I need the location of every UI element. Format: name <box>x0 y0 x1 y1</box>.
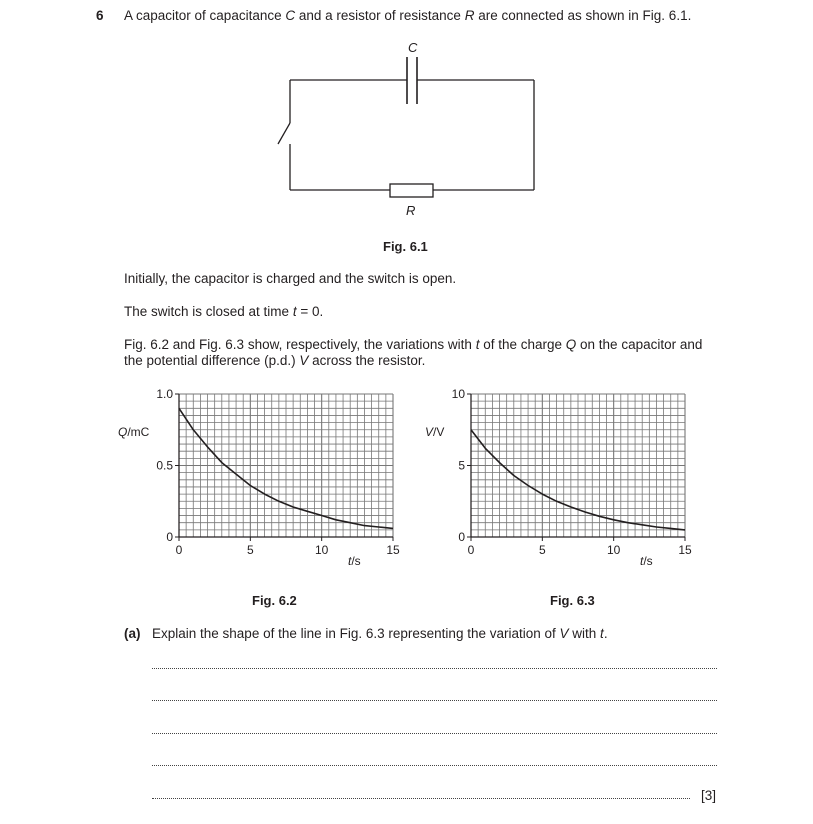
intro-text-3: are connected as shown in Fig. 6.1. <box>474 8 692 23</box>
para3-text-e: across the resistor. <box>308 353 426 368</box>
answer-line[interactable] <box>152 700 717 701</box>
svg-text:15: 15 <box>386 543 400 557</box>
answer-line[interactable] <box>152 733 717 734</box>
symbol-V: V <box>559 626 569 641</box>
svg-text:t/s: t/s <box>640 554 653 568</box>
part-a-text-a: Explain the shape of the line in Fig. 6.3 representing the variation of <box>152 626 560 641</box>
svg-text:15: 15 <box>678 543 692 557</box>
svg-text:0: 0 <box>458 530 465 544</box>
fig-6-1-caption: Fig. 6.1 <box>383 239 428 254</box>
para2-text-b: = 0. <box>296 304 324 319</box>
part-a-question <box>152 626 608 641</box>
part-a-label: (a) <box>124 626 141 641</box>
symbol-t: t <box>292 304 297 319</box>
svg-text:V/V: V/V <box>425 425 445 439</box>
question-number: 6 <box>96 8 104 23</box>
capacitor-label: C <box>408 40 418 55</box>
para3-text-a: Fig. 6.2 and Fig. 6.3 show, respectively, the variations with <box>124 337 476 352</box>
part-a-text-c: . <box>603 626 608 641</box>
para3-text-c: on the capacitor and <box>576 337 703 352</box>
svg-text:5: 5 <box>458 458 465 473</box>
fig-6-3-caption: Fig. 6.3 <box>550 593 595 608</box>
part-a-text-b: with <box>568 626 601 641</box>
symbol-Q: Q <box>565 337 577 352</box>
answer-line[interactable] <box>152 765 717 766</box>
svg-text:1.0: 1.0 <box>156 387 173 401</box>
svg-text:10: 10 <box>451 387 465 401</box>
svg-text:10: 10 <box>314 543 329 557</box>
para2-text-a: The switch is closed at time <box>124 304 293 319</box>
answer-line[interactable] <box>152 798 690 799</box>
symbol-R: R <box>464 8 475 23</box>
intro-text-2: and a resistor of resistance <box>295 8 465 23</box>
svg-text:10: 10 <box>606 543 621 557</box>
symbol-V: V <box>299 353 309 368</box>
svg-text:0: 0 <box>175 543 183 557</box>
symbol-C: C <box>285 8 296 23</box>
marks-allocation: [3] <box>701 788 717 803</box>
svg-text:Q/mC: Q/mC <box>118 425 150 439</box>
svg-text:0: 0 <box>467 543 475 557</box>
paragraph-initial-state: Initially, the capacitor is charged and the switch is open. <box>124 271 457 286</box>
symbol-t: t <box>600 626 604 641</box>
answer-line[interactable] <box>152 668 717 669</box>
para3-text-b: of the charge <box>479 337 566 352</box>
svg-text:0.5: 0.5 <box>156 458 173 473</box>
svg-text:t/s: t/s <box>348 554 361 568</box>
resistor-label: R <box>406 203 416 218</box>
svg-text:0: 0 <box>166 530 173 544</box>
intro-text-1: A capacitor of capacitance <box>124 8 286 23</box>
svg-text:5: 5 <box>538 543 546 557</box>
para3-text-d: the potential difference (p.d.) <box>124 353 300 368</box>
fig-6-2-caption: Fig. 6.2 <box>252 593 297 608</box>
svg-text:5: 5 <box>246 543 254 557</box>
symbol-t: t <box>475 337 480 352</box>
